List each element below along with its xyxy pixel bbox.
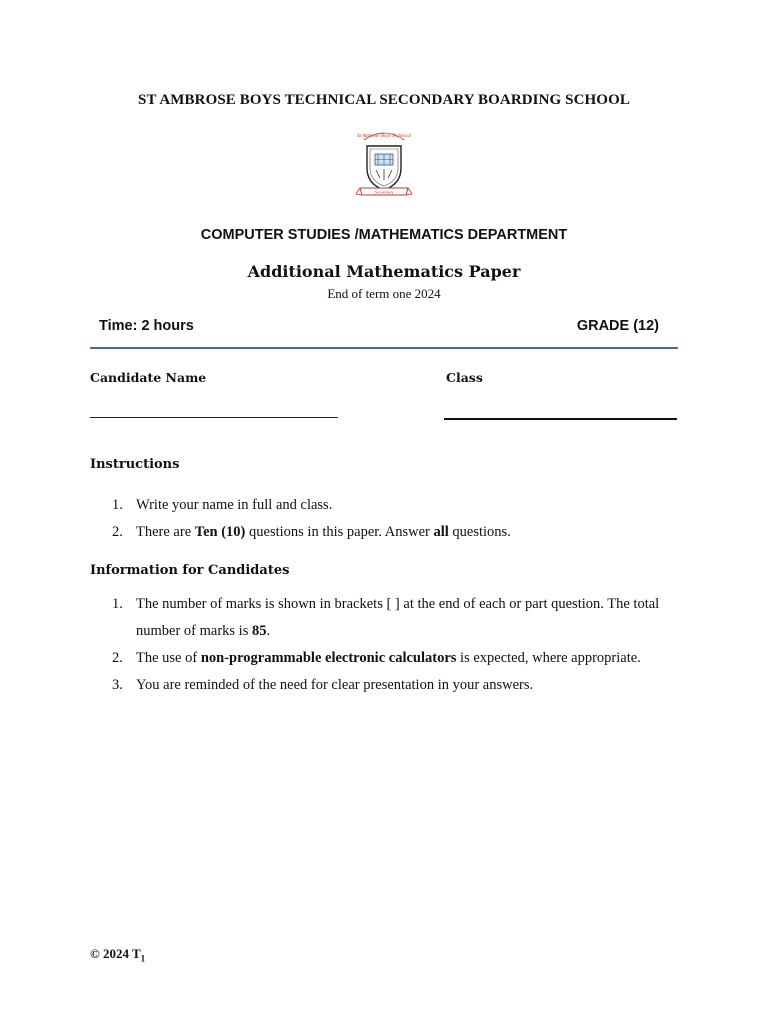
list-item <box>90 591 680 645</box>
instructions-heading: Instructions <box>90 457 180 472</box>
list-item <box>90 492 680 519</box>
information-list <box>90 591 680 699</box>
paper-title: Additional Mathematics Paper <box>247 262 521 281</box>
item-text: The use of <box>136 650 201 666</box>
footer-text: © 2024 T <box>90 946 141 961</box>
crest-banner: Secondary <box>374 189 394 195</box>
item-number: 3. <box>112 677 123 693</box>
list-item <box>90 672 680 699</box>
item-text: questions. <box>448 524 511 540</box>
item-number: 1. <box>112 497 123 513</box>
paper-subtitle: End of term one 2024 <box>327 286 441 301</box>
department-heading: COMPUTER STUDIES /MATHEMATICS DEPARTMENT <box>200 227 568 243</box>
header-divider <box>90 347 678 349</box>
list-item <box>90 519 680 546</box>
instructions-list <box>90 492 680 546</box>
item-text: The number of marks is shown in brackets [ ] at the end of each or part question. The total number of marks is <box>136 596 660 639</box>
footer-subscript: 1 <box>140 953 146 964</box>
item-text-bold: Ten (10) <box>194 524 246 540</box>
item-text-bold: all <box>433 524 449 540</box>
copyright-footer <box>90 946 145 964</box>
item-text: . <box>266 623 271 639</box>
list-item <box>90 645 680 672</box>
candidate-name-label: Candidate Name <box>90 370 207 385</box>
item-number: 2. <box>112 524 123 540</box>
class-label: Class <box>446 370 483 385</box>
item-text-bold: 85 <box>251 623 267 639</box>
item-text: is expected, where appropriate. <box>456 650 641 666</box>
time-allowed: Time: 2 hours <box>99 318 194 334</box>
item-text: Write your name in full and class. <box>136 497 333 513</box>
item-number: 1. <box>112 596 123 612</box>
candidate-name-field[interactable] <box>90 417 338 418</box>
item-text: questions in this paper. Answer <box>245 524 434 540</box>
class-field[interactable] <box>444 418 677 420</box>
item-text: You are reminded of the need for clear presentation in your answers. <box>136 677 534 693</box>
item-number: 2. <box>112 650 123 666</box>
item-text: There are <box>136 524 195 540</box>
grade-label: GRADE (12) <box>576 318 659 334</box>
crest-motto: St Ambrose Boys Technical <box>356 134 412 139</box>
information-heading: Information for Candidates <box>90 563 290 578</box>
school-name: ST AMBROSE BOYS TECHNICAL SECONDARY BOARDING SCHOOL <box>138 92 630 108</box>
school-crest-icon <box>354 128 414 200</box>
item-text-bold: non-programmable electronic calculators <box>200 650 457 666</box>
